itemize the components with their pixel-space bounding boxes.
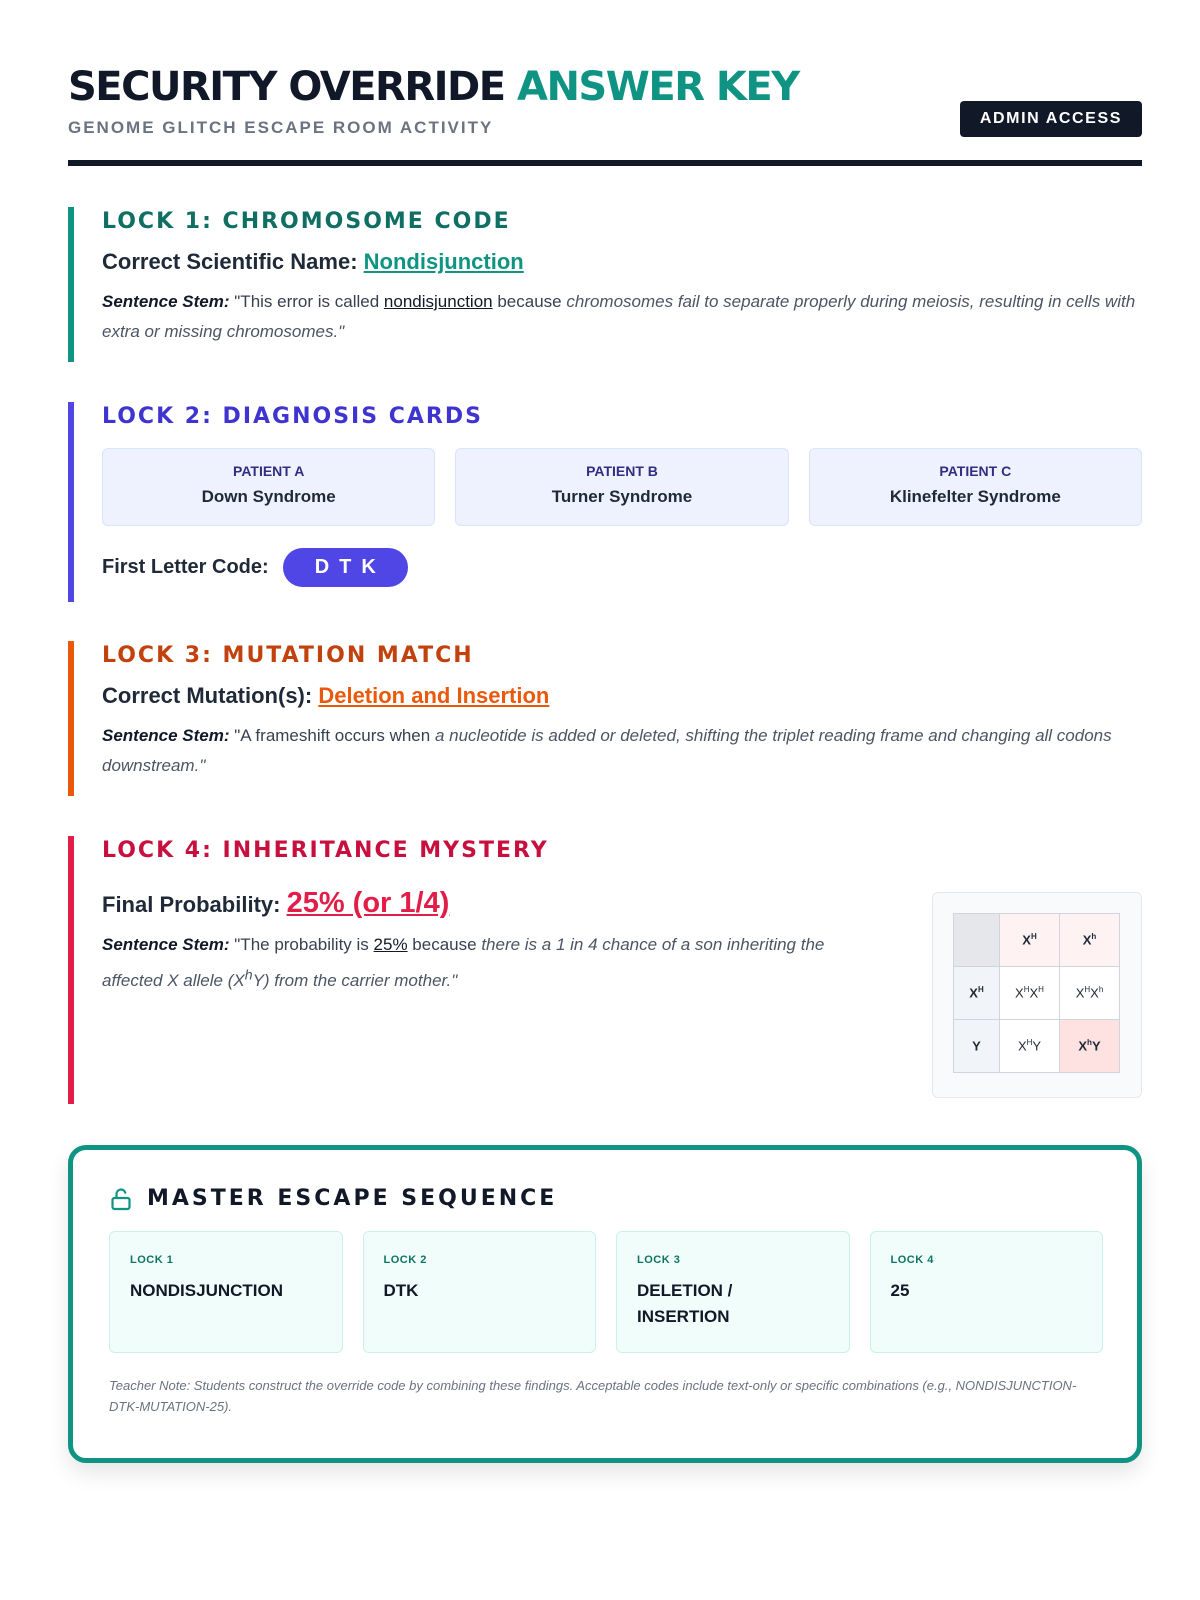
allele-base: X — [1029, 985, 1039, 1001]
lock-4-answer-line — [102, 888, 882, 920]
allele-base: X — [1090, 985, 1099, 1001]
stem-answer-part: Y) from the carrier mother." — [252, 970, 458, 990]
stem-text: because — [407, 935, 482, 954]
allele-base: X — [1015, 985, 1024, 1001]
patient-diagnosis: Turner Syndrome — [551, 487, 693, 506]
stem-term: nondisjunction — [383, 292, 493, 311]
title-main: SECURITY OVERRIDE — [68, 64, 505, 110]
stem-label: Sentence Stem: — [102, 292, 230, 311]
punnett-square-panel — [932, 892, 1142, 1098]
punnett-header-row — [954, 914, 1120, 967]
allele-sup: h — [1098, 985, 1104, 995]
punnett-row-header — [954, 1020, 1000, 1073]
patient-card-b — [455, 448, 788, 526]
master-title — [109, 1186, 1103, 1211]
lock-3-answer: Deletion and Insertion — [318, 683, 550, 708]
lock-3-answer-line — [102, 681, 1142, 711]
master-escape-sequence-box — [68, 1145, 1142, 1463]
stem-label: Sentence Stem: — [102, 726, 230, 745]
allele-base: X — [1022, 932, 1031, 948]
lock-3-sentence-stem — [102, 721, 1142, 781]
allele-base: X — [1082, 932, 1092, 948]
punnett-cell — [1060, 967, 1120, 1020]
lock-2-title: LOCK 2: DIAGNOSIS CARDS — [102, 404, 483, 429]
lock-1-title: LOCK 1: CHROMOSOME CODE — [102, 209, 511, 234]
diagnosis-cards — [102, 448, 1142, 526]
patient-card-c — [809, 448, 1142, 526]
lock-3-answer-label: Correct Mutation(s): — [102, 683, 319, 708]
allele-sup: H — [1030, 932, 1037, 942]
punnett-row — [954, 1020, 1120, 1073]
master-card-lock-1 — [109, 1231, 343, 1353]
stem-answer-text: a nucleotide is added or deleted, shifting the triplet reading frame and changing all codons downstream." — [102, 726, 1112, 775]
punnett-col-header — [1000, 914, 1060, 967]
allele-sup: h — [1087, 1038, 1092, 1048]
teacher-note: Teacher Note: Students construct the override code by combining these findings. Acceptable codes include text-only or specific combinations (e.g., NONDISJUNCTION-DTK-MUTATION-25). — [109, 1378, 1077, 1414]
allele-superscript: h — [244, 967, 253, 983]
lock-4-sentence-stem — [102, 930, 882, 996]
lock-2-accent-bar — [68, 402, 74, 602]
allele-base: Y — [972, 1038, 981, 1054]
allele-sup: H — [1038, 985, 1044, 995]
allele-base: Y — [1091, 1038, 1101, 1054]
master-sequence-cards — [109, 1231, 1103, 1353]
unlock-icon — [109, 1187, 133, 1211]
punnett-col-header — [1060, 914, 1120, 967]
allele-sup: h — [1091, 932, 1097, 942]
lock-2-section — [68, 402, 1142, 602]
stem-label: Sentence Stem: — [102, 935, 230, 954]
punnett-cell — [1000, 967, 1060, 1020]
patient-label: PATIENT C — [939, 463, 1012, 479]
patient-diagnosis: Down Syndrome — [201, 487, 336, 506]
lock-3-title: LOCK 3: MUTATION MATCH — [102, 643, 474, 668]
punnett-corner — [954, 914, 1000, 967]
punnett-row — [954, 967, 1120, 1020]
lock-4-section — [68, 836, 1142, 1104]
stem-term: 25% — [373, 935, 408, 954]
stem-text: "The probability is — [229, 935, 374, 954]
master-card-value: DTK — [383, 1281, 419, 1300]
first-letter-code-label: First Letter Code: — [102, 556, 269, 578]
lock-4-title: LOCK 4: INHERITANCE MYSTERY — [102, 838, 549, 863]
lock-1-section — [68, 207, 1142, 362]
answer-key-page — [68, 0, 1142, 1414]
stem-text: "This error is called — [229, 292, 384, 311]
punnett-square — [953, 913, 1120, 1073]
lock-1-sentence-stem — [102, 287, 1142, 347]
lock-1-answer-line — [102, 247, 1142, 277]
stem-answer-text: chromosomes fail to separate properly during meiosis, resulting in cells with extra or missing chromosomes." — [102, 292, 1136, 341]
admin-access-badge: ADMIN ACCESS — [960, 101, 1142, 137]
patient-label: PATIENT B — [586, 463, 658, 479]
lock-3-accent-bar — [68, 641, 74, 796]
patient-label: PATIENT A — [233, 463, 305, 479]
lock-3-section — [68, 641, 1142, 796]
stem-text: "A frameshift occurs when — [229, 726, 435, 745]
lock-4-answer: 25% (or 1/4) — [286, 887, 450, 919]
allele-sup: H — [1026, 1038, 1033, 1048]
allele-base: X — [1078, 1038, 1088, 1054]
title-accent: ANSWER KEY — [517, 64, 799, 110]
punnett-cell — [1000, 1020, 1060, 1073]
lock-4-accent-bar — [68, 836, 74, 1104]
allele-base: X — [1075, 985, 1085, 1001]
allele-sup: H — [1084, 985, 1091, 995]
allele-sup: H — [1023, 985, 1030, 995]
patient-diagnosis: Klinefelter Syndrome — [889, 487, 1061, 506]
lock-1-accent-bar — [68, 207, 74, 362]
allele-base: X — [969, 985, 978, 1001]
master-card-lock-3 — [616, 1231, 850, 1353]
lock-4-content — [102, 836, 882, 996]
master-card-label: LOCK 3 — [637, 1254, 681, 1266]
master-card-label: LOCK 2 — [383, 1254, 427, 1266]
lock-1-answer: Nondisjunction — [363, 249, 524, 274]
patient-card-a — [102, 448, 435, 526]
master-card-lock-2 — [363, 1231, 597, 1353]
lock-4-answer-label: Final Probability: — [102, 892, 287, 917]
master-card-value: NONDISJUNCTION — [130, 1281, 284, 1300]
page-subtitle: GENOME GLITCH ESCAPE ROOM ACTIVITY — [68, 118, 494, 137]
stem-text: because — [492, 292, 567, 311]
allele-base: Y — [1032, 1038, 1042, 1054]
master-card-value: DELETION / INSERTION — [637, 1281, 733, 1326]
allele-sup: H — [977, 985, 984, 995]
master-title-text: MASTER ESCAPE SEQUENCE — [147, 1186, 558, 1211]
lock-1-answer-label: Correct Scientific Name: — [102, 249, 364, 274]
punnett-cell-highlighted — [1060, 1020, 1120, 1073]
first-letter-code-row — [102, 548, 1142, 587]
master-card-label: LOCK 1 — [130, 1254, 174, 1266]
stem-answer-part: there is a 1 in 4 chance of a son inheriting the affected X allele (X — [102, 935, 825, 990]
master-card-value: 25 — [890, 1281, 910, 1300]
first-letter-code-pill: DTK — [283, 548, 408, 587]
master-card-lock-4 — [870, 1231, 1104, 1353]
allele-base: X — [1017, 1038, 1027, 1054]
master-card-label: LOCK 4 — [890, 1254, 934, 1266]
page-header — [68, 0, 1142, 166]
punnett-row-header — [954, 967, 1000, 1020]
